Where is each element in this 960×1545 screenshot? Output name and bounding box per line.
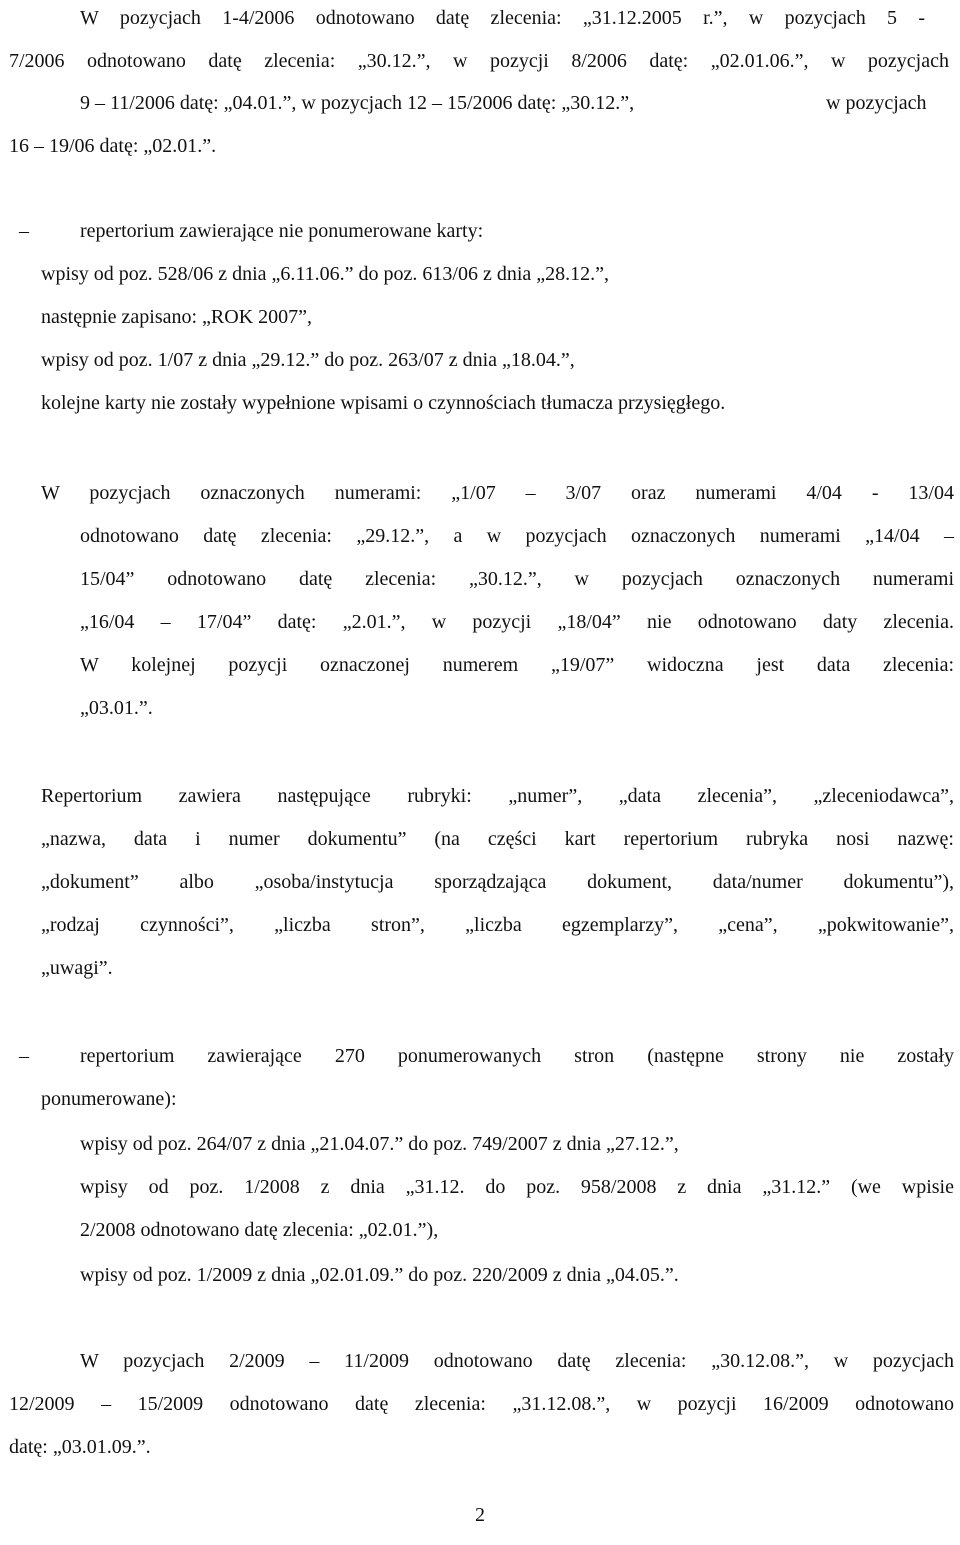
paragraph-line: 7/2006 odnotowano datę zlecenia: „30.12.”, w pozycji 8/2006 datę: „02.01.06.”, w pozycjach (9, 50, 949, 72)
paragraph-line: „dokument” albo „osoba/instytucja sporządzająca dokument, data/numer dokumentu”), (41, 871, 954, 893)
list-item: wpisy od poz. 1/2009 z dnia „02.01.09.” do poz. 220/2009 z dnia „04.05.”. (80, 1264, 679, 1286)
paragraph-line: W kolejnej pozycji oznaczonej numerem „19/07” widoczna jest data zlecenia: (80, 654, 954, 676)
paragraph-line: „uwagi”. (41, 957, 113, 979)
list-item: kolejne karty nie zostały wypełnione wpisami o czynnościach tłumacza przysięgłego. (41, 392, 726, 414)
paragraph-line: odnotowano datę zlecenia: „29.12.”, a w pozycjach oznaczonych numerami „14/04 – (80, 525, 954, 547)
list-dash: – (19, 1045, 29, 1067)
paragraph-line: „nazwa, data i numer dokumentu” (na części kart repertorium rubryka nosi nazwę: (41, 828, 954, 850)
list-heading-cont: ponumerowane): (41, 1088, 177, 1110)
list-dash: – (19, 220, 29, 242)
paragraph-line: W pozycjach oznaczonych numerami: „1/07 – 3/07 oraz numerami 4/04 - 13/04 (41, 482, 954, 504)
paragraph-line: 15/04” odnotowano datę zlecenia: „30.12.”, w pozycjach oznaczonych numerami (80, 568, 954, 590)
paragraph-line: 16 – 19/06 datę: „02.01.”. (9, 135, 217, 157)
paragraph-line: w pozycjach (826, 92, 927, 114)
list-item: wpisy od poz. 264/07 z dnia „21.04.07.” do poz. 749/2007 z dnia „27.12.”, (80, 1133, 679, 1155)
list-heading: repertorium zawierające nie ponumerowane karty: (80, 220, 484, 242)
page-number: 2 (475, 1504, 485, 1526)
paragraph-line: „rodzaj czynności”, „liczba stron”, „liczba egzemplarzy”, „cena”, „pokwitowanie”, (41, 914, 954, 936)
list-item: następnie zapisano: „ROK 2007”, (41, 306, 313, 328)
list-item: 2/2008 odnotowano datę zlecenia: „02.01.”), (80, 1219, 439, 1241)
list-item: wpisy od poz. 528/06 z dnia „6.11.06.” do poz. 613/06 z dnia „28.12.”, (41, 263, 610, 285)
paragraph-line: „16/04 – 17/04” datę: „2.01.”, w pozycji „18/04” nie odnotowano daty zlecenia. (80, 611, 954, 633)
paragraph-line: „03.01.”. (80, 697, 153, 719)
paragraph-line: 9 – 11/2006 datę: „04.01.”, w pozycjach 12 – 15/2006 datę: „30.12.”, (80, 92, 635, 114)
list-item: wpisy od poz. 1/2008 z dnia „31.12. do poz. 958/2008 z dnia „31.12.” (we wpisie (80, 1176, 954, 1198)
paragraph-line: 12/2009 – 15/2009 odnotowano datę zlecenia: „31.12.08.”, w pozycji 16/2009 odnotowano (9, 1393, 954, 1415)
list-item: wpisy od poz. 1/07 z dnia „29.12.” do poz. 263/07 z dnia „18.04.”, (41, 349, 575, 371)
paragraph-line: W pozycjach 1-4/2006 odnotowano datę zlecenia: „31.12.2005 r.”, w pozycjach 5 - (80, 7, 925, 29)
paragraph-line: W pozycjach 2/2009 – 11/2009 odnotowano datę zlecenia: „30.12.08.”, w pozycjach (80, 1350, 954, 1372)
paragraph-line: datę: „03.01.09.”. (9, 1436, 151, 1458)
list-heading: repertorium zawierające 270 ponumerowanych stron (następne strony nie zostały (80, 1045, 954, 1067)
paragraph-line: Repertorium zawiera następujące rubryki: „numer”, „data zlecenia”, „zleceniodawca”, (41, 785, 954, 807)
